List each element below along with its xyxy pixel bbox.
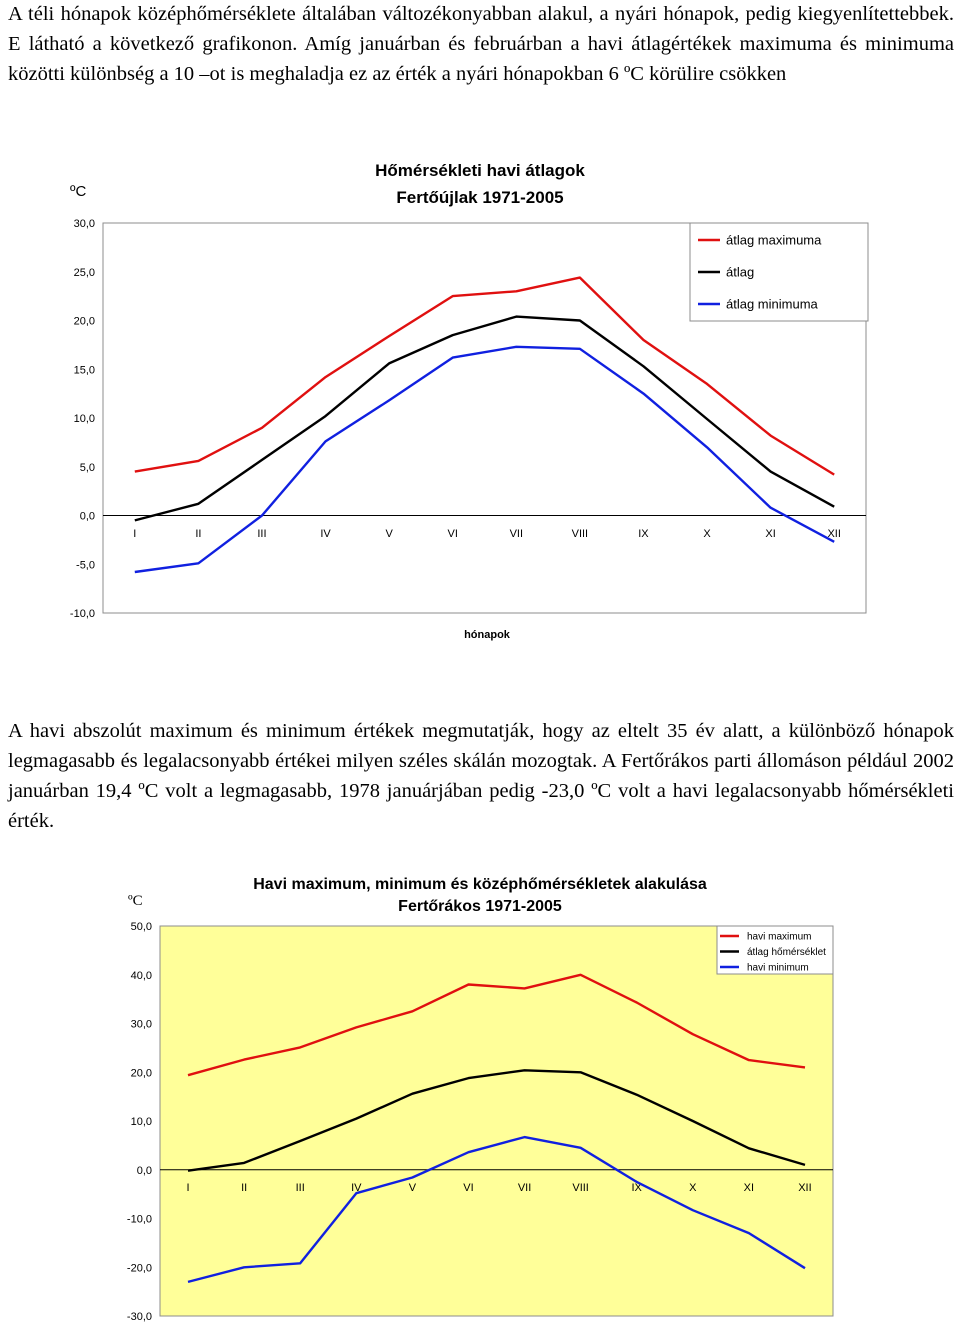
c1-x-tick-label: I [133, 528, 137, 540]
c1-legend-label: átlag minimuma [726, 296, 818, 312]
c2-x-tick-label: IV [351, 1182, 362, 1194]
c1-legend-label: átlag [726, 264, 755, 280]
c1-y-tick-label: 10,0 [73, 413, 95, 425]
c1-y-tick-label: -10,0 [69, 608, 95, 620]
chart-fertorakos [0, 860, 960, 1324]
c1-x-tick-label: XII [827, 528, 841, 540]
c2-y-tick-label: 20,0 [130, 1067, 152, 1080]
c1-x-tick-label: V [385, 528, 393, 540]
c1-y-tick-label: 0,0 [79, 510, 95, 523]
c1-x-tick-label: VIII [571, 528, 589, 540]
c1-x-axis-label: hónapok [464, 629, 510, 641]
c1-y-tick-label: 5,0 [79, 461, 95, 474]
c2-group [127, 876, 833, 1323]
c2-y-tick-label: 0,0 [136, 1164, 152, 1177]
c2-legend-label: havi minimum [747, 962, 809, 974]
c2-y-tick-label: -20,0 [126, 1262, 152, 1275]
c2-x-tick-label: VIII [572, 1182, 589, 1194]
c1-x-tick-label: III [257, 528, 267, 540]
c2-y-tick-label: 30,0 [130, 1018, 152, 1031]
c1-y-tick-label: 20,0 [73, 315, 95, 328]
c2-subtitle: Fertőrákos 1971-2005 [398, 898, 562, 915]
c1-y-tick-label: 30,0 [73, 218, 95, 230]
c1-subtitle: Fertőújlak 1971-2005 [396, 188, 564, 207]
c2-x-tick-label: X [689, 1182, 697, 1194]
c2-x-tick-label: XII [798, 1182, 812, 1194]
c1-legend-label: átlag maximuma [726, 232, 822, 248]
c2-y-tick-label: -30,0 [126, 1311, 152, 1323]
c1-x-tick-label: X [703, 528, 711, 540]
c2-legend-label: átlag hőmérséklet [747, 947, 826, 958]
intro-paragraph: A téli hónapok középhőmérséklete általában változékonyabban alakul, a nyári hónapok, pedig kiegyenlítettebbek. E látható a következő grafikonon. Amíg januárban és februárban a havi átlagértékek maximuma és minimuma közötti különbség a 10 –ot is meghaladja ez az érték a nyári hónapokban 6 ºC körülire csökken [8, 3, 954, 85]
c1-title: Hőmérsékleti havi átlagok [375, 161, 585, 180]
c2-x-tick-label: VI [463, 1182, 474, 1194]
chart-fertoujlak [0, 150, 960, 650]
c1-y-tick-label: 15,0 [73, 364, 95, 377]
c2-x-tick-label: VII [517, 1182, 532, 1194]
c2-title: Havi maximum, minimum és középhőmérsékletek alakulása [253, 876, 707, 893]
c1-x-tick-label: VI [447, 528, 458, 540]
c2-x-tick-label: IX [631, 1182, 642, 1194]
c2-x-tick-label: III [295, 1182, 305, 1194]
c1-x-tick-label: II [195, 528, 202, 540]
c1-unit-label: ºC [70, 183, 87, 200]
c1-x-tick-label: VII [509, 528, 524, 540]
c2-y-tick-label: 10,0 [130, 1116, 152, 1128]
c1-x-tick-label: XI [765, 528, 776, 540]
c1-x-tick-label: IX [638, 528, 649, 540]
c2-x-tick-label: V [408, 1182, 417, 1194]
c1-y-tick-label: 25,0 [73, 266, 95, 279]
c2-x-tick-label: II [241, 1182, 248, 1194]
c2-x-tick-label: XI [743, 1182, 755, 1194]
c2-x-tick-label: I [186, 1182, 190, 1194]
c2-unit-label: ºC [128, 893, 143, 909]
c2-y-tick-label: -10,0 [126, 1213, 152, 1226]
c2-y-tick-label: 40,0 [130, 969, 152, 982]
c2-y-tick-label: 50,0 [130, 921, 152, 933]
c2-legend-label: havi maximum [747, 931, 812, 943]
c2-plot-area [160, 926, 833, 1316]
c1-group [70, 161, 868, 641]
c1-x-tick-label: IV [320, 528, 331, 540]
extremes-paragraph: A havi abszolút maximum és minimum értékek megmutatják, hogy az eltelt 35 év alatt, a különböző hónapok legmagasabb és legalacsonyabb értékei milyen széles skálán mozogtak. A Fertőrákos parti állomáson például 2002 januárban 19,4 ºC volt a legmagasabb, 1978 januárjában pedig -23,0 ºC volt a havi legalacsonyabb hőmérsékleti érték. [8, 720, 954, 832]
c1-y-tick-label: -5,0 [76, 559, 95, 572]
